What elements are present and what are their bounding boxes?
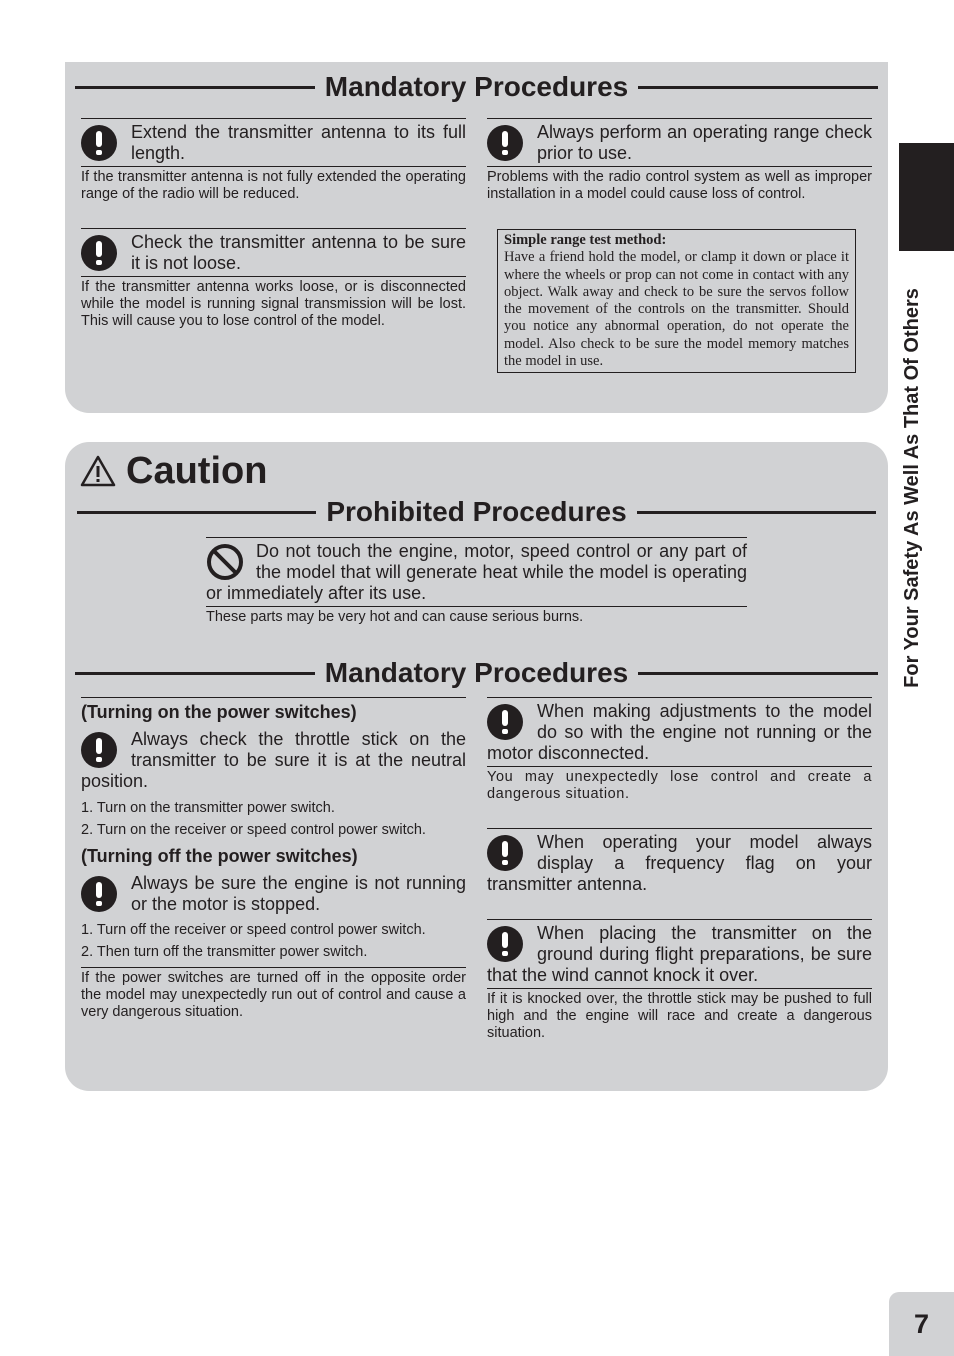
instruction-frequency-flag [487, 828, 872, 897]
heading-rule-left [75, 86, 315, 89]
exclamation-icon [487, 835, 523, 871]
instruction-headline: Always be sure the engine is not running or the motor is stopped. [131, 873, 466, 914]
power-off-title: (Turning off the power switches) [81, 846, 358, 866]
heading-rule-right [638, 86, 878, 89]
instruction-wind [487, 919, 872, 1042]
heading-text: Mandatory Procedures [324, 71, 629, 102]
page-number: 7 [889, 1292, 954, 1356]
instruction-description: If it is knocked over, the throttle stick may be pushed to full high and the engine will race and create a dangerous situation. [487, 991, 872, 1041]
heading-text: Mandatory Procedures [324, 657, 629, 688]
exclamation-icon [487, 125, 523, 161]
range-test-title: Simple range test method: [504, 232, 667, 248]
section-heading-mandatory-top [75, 73, 878, 101]
power-on-title: (Turning on the power switches) [81, 702, 357, 722]
warning-triangle-icon [80, 455, 116, 487]
exclamation-icon [487, 926, 523, 962]
caution-title [80, 452, 267, 490]
prohibited-icon [206, 543, 244, 581]
power-off-procedure [81, 846, 466, 1021]
instruction-headline: When operating your model always display a frequency flag on your transmitter antenna. [487, 832, 872, 894]
power-on-procedure [81, 697, 466, 844]
heading-rule-left [75, 672, 315, 675]
instruction-antenna-extend [81, 118, 466, 203]
instruction-headline: Extend the transmitter antenna to its full length. [131, 122, 466, 163]
prohibited-heat-parts [206, 537, 747, 626]
instruction-range-check [487, 118, 872, 203]
heading-rule-right [638, 672, 878, 675]
instruction-headline: When placing the transmitter on the ground during flight preparations, be sure that the wind cannot knock it over. [487, 923, 872, 985]
exclamation-icon [81, 876, 117, 912]
side-tab-text: For Your Safety As Well As That Of Others [901, 288, 923, 688]
exclamation-icon [81, 732, 117, 768]
heading-text: Prohibited Procedures [326, 496, 627, 527]
exclamation-icon [487, 704, 523, 740]
instruction-headline: Always perform an operating range check prior to use. [537, 122, 872, 163]
instruction-description: Problems with the radio control system as well as improper installation in a model could cause loss of control. [487, 169, 872, 202]
instruction-description: If the transmitter antenna works loose, or is disconnected while the model is running signal transmission will be lost. This will cause you to lose control of the model. [81, 279, 466, 329]
instruction-adjustments [487, 697, 872, 803]
section-heading-mandatory-caution [75, 659, 878, 687]
step-item: 1. Turn on the transmitter power switch. [81, 800, 335, 816]
range-test-box [497, 229, 856, 373]
heading-rule-right [637, 511, 876, 514]
instruction-headline: When making adjustments to the model do so with the engine not running or the motor disconnected. [487, 701, 872, 763]
side-tab-marker [899, 143, 954, 251]
exclamation-icon [81, 125, 117, 161]
step-item: 1. Turn off the receiver or speed control power switch. [81, 922, 426, 938]
instruction-description: If the power switches are turned off in the opposite order the model may unexpectedly run out of control and cause a very dangerous situation. [81, 970, 466, 1020]
heading-rule-left [77, 511, 316, 514]
instruction-antenna-check [81, 228, 466, 330]
section-heading-prohibited [77, 498, 876, 526]
instruction-headline: Check the transmitter antenna to be sure it is not loose. [131, 232, 466, 273]
caution-title-text: Caution [126, 450, 268, 492]
step-item: 2. Then turn off the transmitter power switch. [81, 944, 368, 960]
instruction-headline: Do not touch the engine, motor, speed control or any part of the model that will generate heat while the model is operating or immediately after its use. [206, 541, 747, 603]
step-item: 2. Turn on the receiver or speed control power switch. [81, 822, 426, 838]
exclamation-icon [81, 235, 117, 271]
instruction-headline: Always check the throttle stick on the transmitter to be sure it is at the neutral position. [81, 729, 466, 791]
range-test-text: Have a friend hold the model, or clamp it down or place it where the wheels or prop can not come in contact with any object. Walk away and check to be sure the servos follow the movement of the controls on the transmitter. Should you notice any abnormal operation, do not operate the model. Also check to be sure the model memory matches the model in use. [504, 249, 849, 370]
instruction-description: If the transmitter antenna is not fully extended the operating range of the radio will be reduced. [81, 169, 466, 202]
instruction-description: These parts may be very hot and can cause serious burns. [206, 609, 584, 625]
instruction-description: You may unexpectedly lose control and create a dangerous situation. [487, 769, 872, 802]
